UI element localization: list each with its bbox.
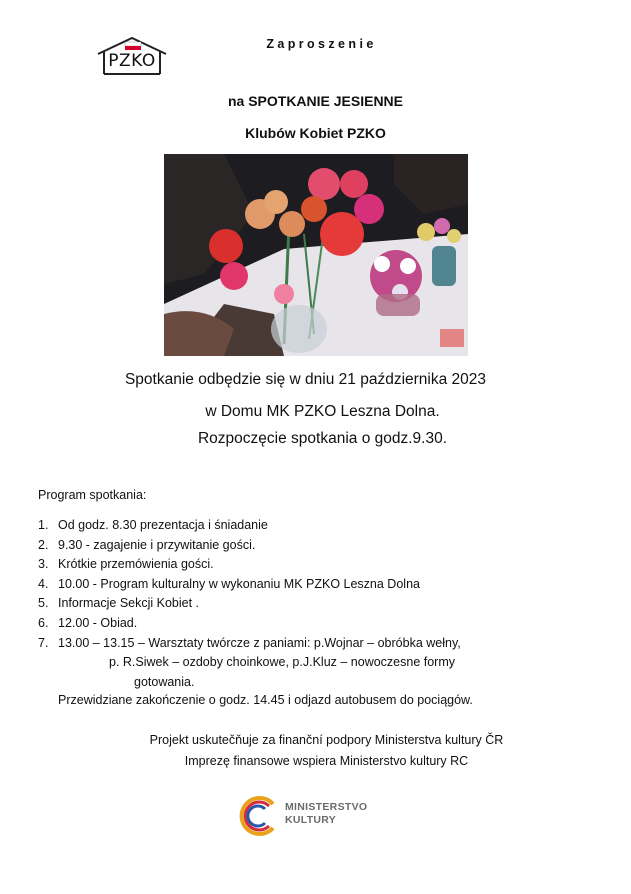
program-item-number: 3.: [38, 557, 49, 572]
program-item: [38, 614, 598, 634]
program-item-number: 2.: [38, 537, 49, 552]
event-date-line: Spotkanie odbędzie się w dniu 21 października 2023: [124, 371, 487, 388]
program-item: [38, 634, 598, 693]
program-item: [38, 555, 598, 575]
flowers-photo: [164, 154, 468, 356]
ministry-logo-text: [285, 801, 367, 826]
program-item: [38, 575, 598, 595]
event-venue-line: w Domu MK PZKO Leszna Dolna.: [205, 403, 440, 420]
program-item-number: 6.: [38, 615, 49, 630]
program-item-text: Od godz. 8.30 prezentacja i śniadanie: [58, 518, 268, 532]
program-item-text: 9.30 - zagajenie i przywitanie gości.: [58, 537, 256, 552]
logo-text: PZKO: [108, 51, 156, 71]
funding-note-polish: Imprezę finansowe wspiera Ministerstvo kultury RC: [184, 754, 469, 768]
program-heading: Program spotkania:: [38, 488, 147, 502]
ministry-logo-line2: KULTURY: [285, 813, 337, 826]
event-title: na SPOTKANIE JESIENNE: [227, 93, 404, 109]
program-item: [38, 516, 598, 536]
program-item-number: 1.: [38, 518, 49, 532]
event-start-line: Rozpoczęcie spotkania o godz.9.30.: [197, 430, 448, 447]
program-closing: Przewidziane zakończenie o godz. 14.45 i odjazd autobusem do pociągów.: [58, 693, 473, 707]
program-item-number: 4.: [38, 576, 49, 591]
funding-note-czech: Projekt uskutečňuje za finanční podpory Ministerstva kultury ČR: [149, 733, 504, 747]
program-item-continuation: gotowania.: [134, 674, 195, 689]
program-item-text: Krótkie przemówienia gości.: [58, 557, 214, 572]
program-item-number: 7.: [38, 635, 49, 650]
ministry-ring-icon: [233, 792, 283, 840]
program-item: [38, 536, 598, 556]
invitation-label: Zaproszenie: [266, 37, 377, 51]
program-item-text: 12.00 - Obiad.: [58, 615, 138, 630]
program-item-continuation: p. R.Siwek – ozdoby choinkowe, p.J.Kluz – nowoczesne formy: [109, 655, 456, 670]
event-subtitle: Klubów Kobiet PZKO: [245, 125, 386, 141]
program-item-text: 13.00 – 13.15 – Warsztaty twórcze z paniami: p.Wojnar – obróbka wełny,: [58, 635, 461, 650]
program-item: [38, 594, 598, 614]
program-item-text: 10.00 - Program kulturalny w wykonaniu MK PZKO Leszna Dolna: [58, 576, 420, 591]
program-list: [38, 516, 598, 692]
ministry-logo-line1: MINISTERSTVO: [285, 801, 368, 813]
program-item-number: 5.: [38, 596, 49, 611]
program-item-text: Informacje Sekcji Kobiet .: [58, 596, 200, 611]
